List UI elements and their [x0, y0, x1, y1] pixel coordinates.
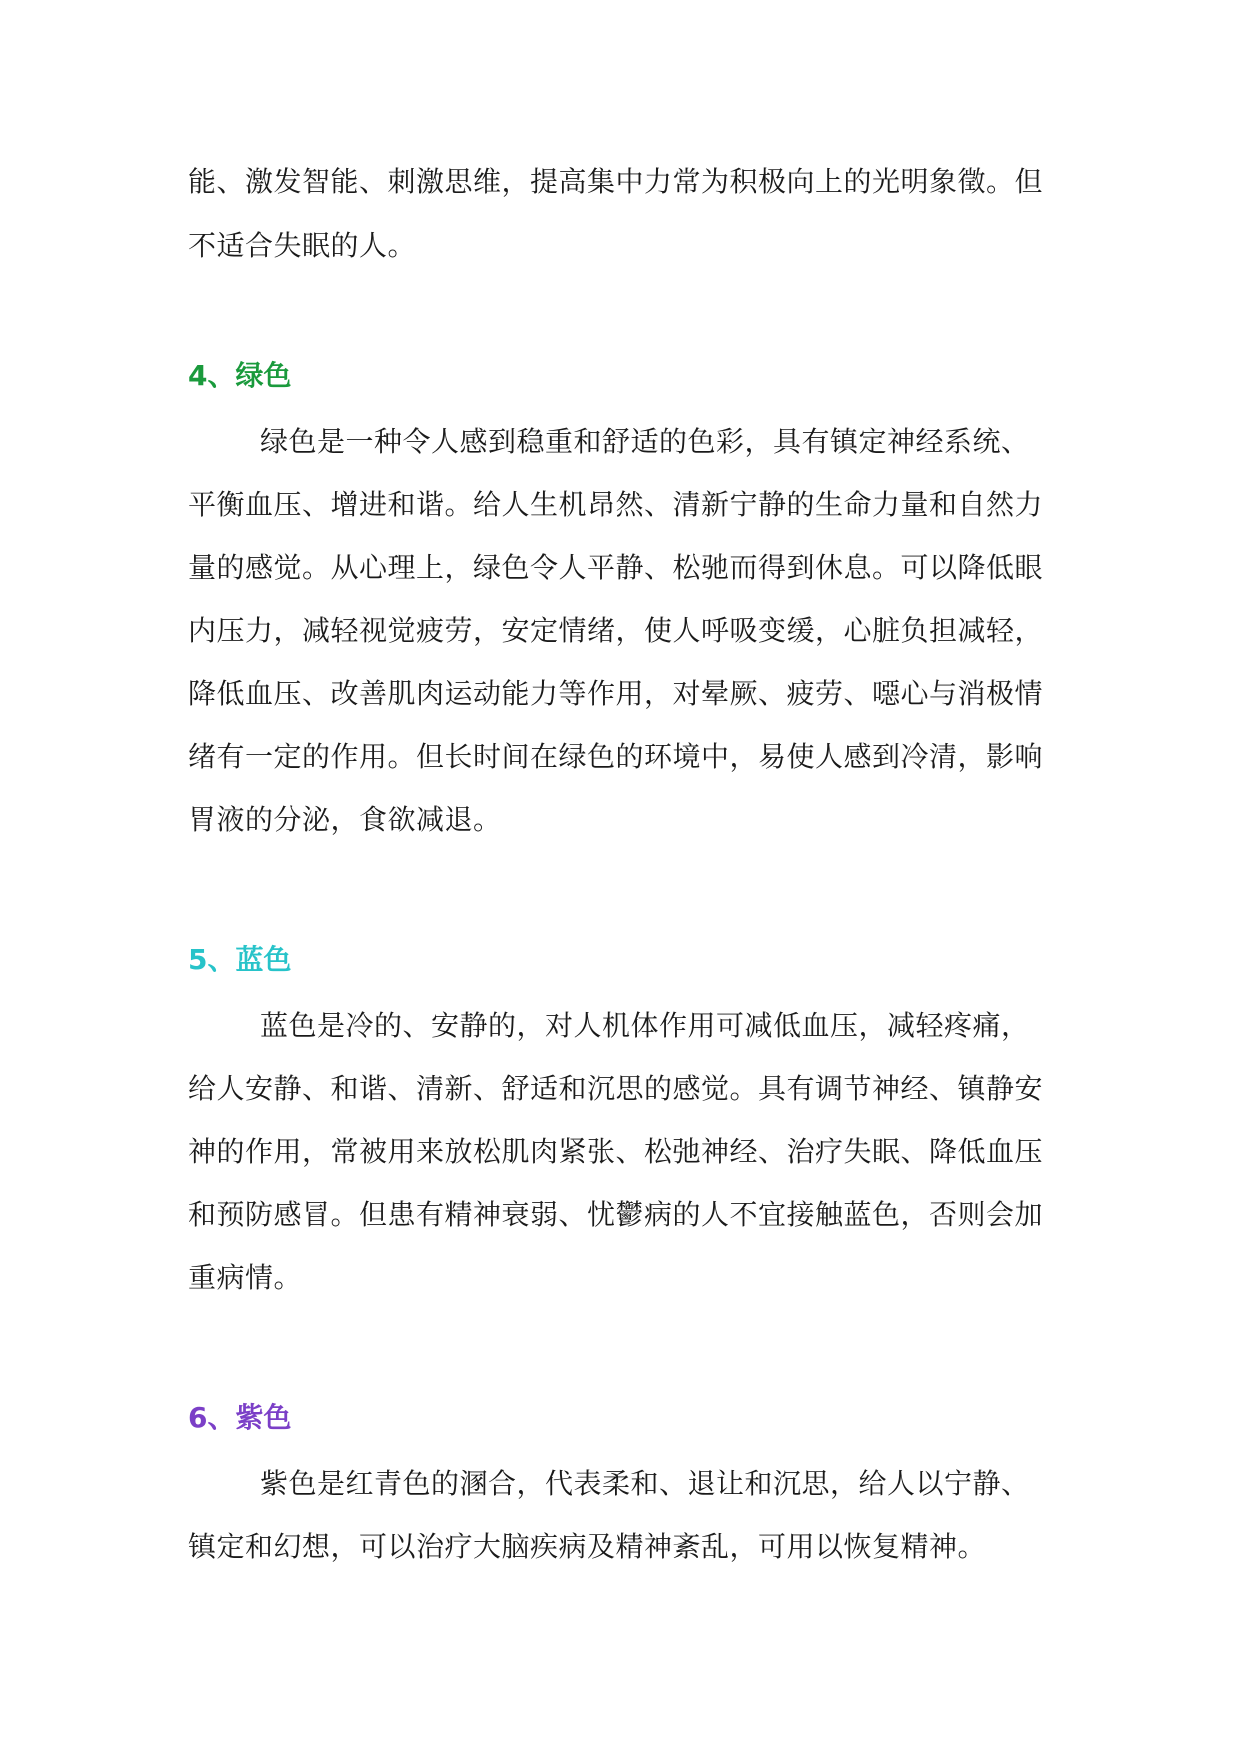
section-heading-blue: 5、蓝色: [188, 943, 292, 976]
section-heading-green: 4、绿色: [188, 359, 292, 392]
paragraph-line: 降低血压、改善肌肉运动能力等作用，对晕厥、疲劳、噁心与消极情: [188, 677, 1044, 710]
paragraph-line: 内压力，减轻视觉疲劳，安定情绪，使人呼吸变缓，心脏负担减轻，: [188, 614, 1044, 647]
section-heading-purple: 6、紫色: [188, 1401, 292, 1434]
paragraph-line: 绪有一定的作用。但长时间在绿色的环境中，易使人感到冷清，影响: [188, 740, 1044, 773]
paragraph-line: 量的感觉。从心理上，绿色令人平静、松驰而得到休息。可以降低眼: [188, 551, 1044, 584]
paragraph-line: 胃液的分泌，食欲减退。: [188, 803, 502, 836]
paragraph-line: 重病情。: [188, 1261, 303, 1294]
paragraph-line: 蓝色是冷的、安静的，对人机体作用可减低血压，减轻疼痛，: [260, 1009, 1030, 1042]
paragraph-line: 神的作用，常被用来放松肌肉紧张、松弛神经、治疗失眠、降低血压: [188, 1135, 1044, 1168]
intro-line: 能、激发智能、刺激思维，提高集中力常为积极向上的光明象徵。但: [188, 165, 1044, 198]
paragraph-line: 平衡血压、增进和谐。给人生机昂然、清新宁静的生命力量和自然力: [188, 488, 1044, 521]
paragraph-line: 紫色是红青色的溷合，代表柔和、退让和沉思，给人以宁静、: [260, 1467, 1030, 1500]
intro-line: 不适合失眠的人。: [188, 229, 417, 262]
paragraph-line: 和预防感冒。但患有精神衰弱、忧鬱病的人不宜接触蓝色，否则会加: [188, 1198, 1044, 1231]
paragraph-line: 绿色是一种令人感到稳重和舒适的色彩，具有镇定神经系统、: [260, 425, 1030, 458]
paragraph-line: 镇定和幻想，可以治疗大脑疾病及精神紊乱，可用以恢复精神。: [188, 1530, 987, 1563]
paragraph-line: 给人安静、和谐、清新、舒适和沉思的感觉。具有调节神经、镇静安: [188, 1072, 1044, 1105]
